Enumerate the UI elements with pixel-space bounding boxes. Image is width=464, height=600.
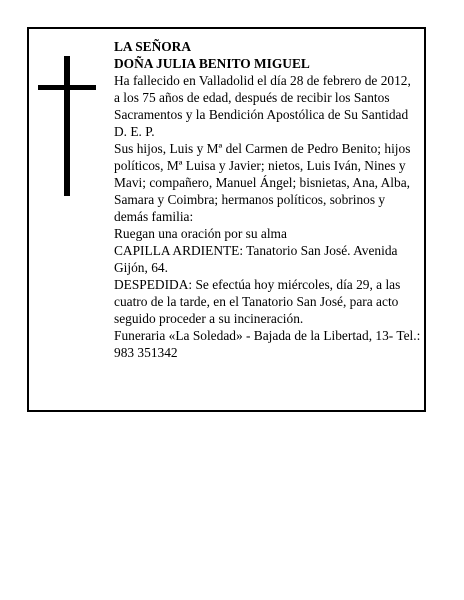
notice-line: CAPILLA ARDIENTE: Tanatorio San José. Avenida — [114, 243, 398, 258]
notice-line: demás familia: — [114, 209, 194, 224]
notice-line: a los 75 años de edad, después de recibir los Santos — [114, 90, 390, 105]
notice-line: DESPEDIDA: Se efectúa hoy miércoles, día 29, a las — [114, 277, 401, 292]
notice-heading: LA SEÑORA — [114, 39, 192, 54]
obituary-text — [114, 38, 426, 361]
notice-line: 983 351342 — [114, 345, 178, 360]
notice-line: Samara y Coimbra; hermanos políticos, sobrinos y — [114, 192, 386, 207]
notice-line: Sacramentos y la Bendición Apostólica de Su Santidad — [114, 107, 409, 122]
notice-line: cuatro de la tarde, en el Tanatorio San José, para acto — [114, 294, 399, 309]
cross-icon — [38, 56, 96, 196]
deceased-name: DOÑA JULIA BENITO MIGUEL — [114, 56, 310, 71]
notice-line: Gijón, 64. — [114, 260, 168, 275]
notice-line: seguido proceder a su incineración. — [114, 311, 304, 326]
notice-line: D. E. P. — [114, 124, 155, 139]
notice-line: políticos, Mª Luisa y Javier; nietos, Luis Iván, Nines y — [114, 158, 406, 173]
notice-line: Ruegan una oración por su alma — [114, 226, 287, 241]
notice-line: Mavi; compañero, Manuel Ángel; bisnietas, Ana, Alba, — [114, 175, 411, 190]
notice-line: Sus hijos, Luis y Mª del Carmen de Pedro Benito; hijos — [114, 141, 411, 156]
cross-vertical-bar — [64, 56, 70, 196]
notice-line: Funeraria «La Soledad» - Bajada de la Libertad, 13- Tel.: — [114, 328, 421, 343]
notice-line: Ha fallecido en Valladolid el día 28 de febrero de 2012, — [114, 73, 411, 88]
cross-horizontal-bar — [38, 85, 96, 90]
